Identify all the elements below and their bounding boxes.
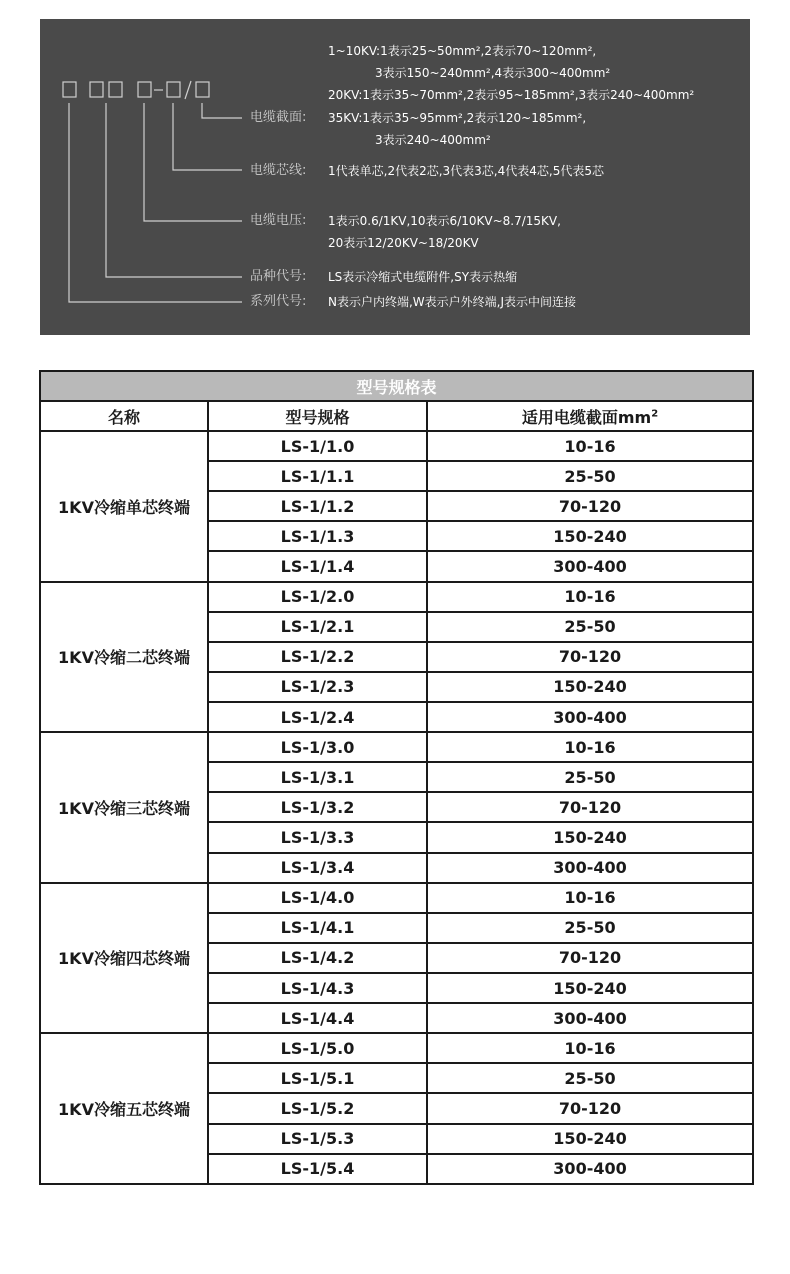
header-section xyxy=(427,401,753,431)
model-cell: LS-1/5.1 xyxy=(208,1063,427,1093)
section-cell: 150-240 xyxy=(427,1124,753,1154)
model-cell: LS-1/5.3 xyxy=(208,1124,427,1154)
code-box-cores xyxy=(167,82,180,97)
section-cell: 10-16 xyxy=(427,582,753,612)
model-cell: LS-1/2.3 xyxy=(208,672,427,702)
header-section-sup: 2 xyxy=(651,408,659,420)
model-cell: LS-1/5.4 xyxy=(208,1154,427,1184)
section-cell: 150-240 xyxy=(427,521,753,551)
model-cell: LS-1/3.2 xyxy=(208,792,427,822)
model-cell: LS-1/2.0 xyxy=(208,582,427,612)
label-cores: 电缆芯线: xyxy=(250,163,307,178)
model-spec-table xyxy=(39,370,754,1185)
section-cell: 150-240 xyxy=(427,973,753,1003)
table-row xyxy=(40,732,753,762)
section-line-3: 20KV:1表示35~70mm²,2表示95~185mm²,3表示240~400mm² xyxy=(328,88,695,102)
model-cell: LS-1/3.4 xyxy=(208,853,427,883)
section-cell: 10-16 xyxy=(427,732,753,762)
section-cell: 25-50 xyxy=(427,612,753,642)
model-cell: LS-1/3.0 xyxy=(208,732,427,762)
section-cell: 25-50 xyxy=(427,913,753,943)
series-text: N表示户内终端,W表示户外终端,J表示中间连接 xyxy=(328,295,577,309)
table-row xyxy=(40,1033,753,1063)
section-cell: 300-400 xyxy=(427,1154,753,1184)
code-box-variety-1 xyxy=(90,82,103,97)
label-voltage: 电缆电压: xyxy=(250,213,307,228)
product-name-cell: 1KV冷缩二芯终端 xyxy=(40,582,208,733)
section-cell: 70-120 xyxy=(427,642,753,672)
model-cell: LS-1/1.2 xyxy=(208,491,427,521)
table-body xyxy=(40,431,753,1184)
label-variety: 品种代号: xyxy=(250,269,307,284)
model-code-legend xyxy=(40,19,750,335)
variety-text: LS表示冷缩式电缆附件,SY表示热缩 xyxy=(328,270,518,284)
model-cell: LS-1/3.3 xyxy=(208,822,427,852)
model-cell: LS-1/1.3 xyxy=(208,521,427,551)
section-cell: 25-50 xyxy=(427,461,753,491)
model-cell: LS-1/4.3 xyxy=(208,973,427,1003)
cores-text: 1代表单芯,2代表2芯,3代表3芯,4代表4芯,5代表5芯 xyxy=(328,164,604,178)
section-cell: 10-16 xyxy=(427,1033,753,1063)
section-line-1: 1~10KV:1表示25~50mm²,2表示70~120mm², xyxy=(328,44,597,58)
product-name-cell: 1KV冷缩五芯终端 xyxy=(40,1033,208,1184)
section-cell: 25-50 xyxy=(427,762,753,792)
product-name-cell: 1KV冷缩四芯终端 xyxy=(40,883,208,1034)
section-line-2: 3表示150~240mm²,4表示300~400mm² xyxy=(375,66,611,80)
model-cell: LS-1/3.1 xyxy=(208,762,427,792)
code-box-series xyxy=(63,82,76,97)
model-cell: LS-1/4.4 xyxy=(208,1003,427,1033)
header-model: 型号规格 xyxy=(208,401,427,431)
model-cell: LS-1/4.0 xyxy=(208,883,427,913)
product-name-cell: 1KV冷缩单芯终端 xyxy=(40,431,208,582)
code-box-voltage xyxy=(138,82,151,97)
section-cell: 70-120 xyxy=(427,491,753,521)
section-line-4: 35KV:1表示35~95mm²,2表示120~185mm², xyxy=(328,111,587,125)
voltage-line-1: 1表示0.6/1KV,10表示6/10KV~8.7/15KV, xyxy=(328,214,561,228)
label-section: 电缆截面: xyxy=(250,110,307,125)
section-cell: 70-120 xyxy=(427,943,753,973)
section-cell: 300-400 xyxy=(427,853,753,883)
section-cell: 70-120 xyxy=(427,1093,753,1123)
table-row xyxy=(40,431,753,461)
product-name-cell: 1KV冷缩三芯终端 xyxy=(40,732,208,883)
voltage-line-2: 20表示12/20KV~18/20KV xyxy=(328,236,479,250)
section-cell: 150-240 xyxy=(427,822,753,852)
model-cell: LS-1/2.2 xyxy=(208,642,427,672)
model-cell: LS-1/2.1 xyxy=(208,612,427,642)
section-cell: 25-50 xyxy=(427,1063,753,1093)
model-cell: LS-1/1.0 xyxy=(208,431,427,461)
table-title: 型号规格表 xyxy=(40,371,753,401)
code-box-variety-2 xyxy=(109,82,122,97)
section-cell: 10-16 xyxy=(427,431,753,461)
section-line-5: 3表示240~400mm² xyxy=(375,133,491,147)
label-series: 系列代号: xyxy=(250,294,307,309)
model-cell: LS-1/4.1 xyxy=(208,913,427,943)
section-cell: 70-120 xyxy=(427,792,753,822)
model-cell: LS-1/4.2 xyxy=(208,943,427,973)
header-section-text: 适用电缆截面mm xyxy=(521,407,652,427)
code-box-section xyxy=(196,82,209,97)
model-cell: LS-1/1.4 xyxy=(208,551,427,581)
section-cell: 10-16 xyxy=(427,883,753,913)
model-cell: LS-1/1.1 xyxy=(208,461,427,491)
model-cell: LS-1/5.0 xyxy=(208,1033,427,1063)
section-cell: 300-400 xyxy=(427,551,753,581)
table-row xyxy=(40,582,753,612)
header-name: 名称 xyxy=(40,401,208,431)
model-cell: LS-1/5.2 xyxy=(208,1093,427,1123)
table-row xyxy=(40,883,753,913)
section-cell: 300-400 xyxy=(427,702,753,732)
section-cell: 150-240 xyxy=(427,672,753,702)
model-cell: LS-1/2.4 xyxy=(208,702,427,732)
section-cell: 300-400 xyxy=(427,1003,753,1033)
